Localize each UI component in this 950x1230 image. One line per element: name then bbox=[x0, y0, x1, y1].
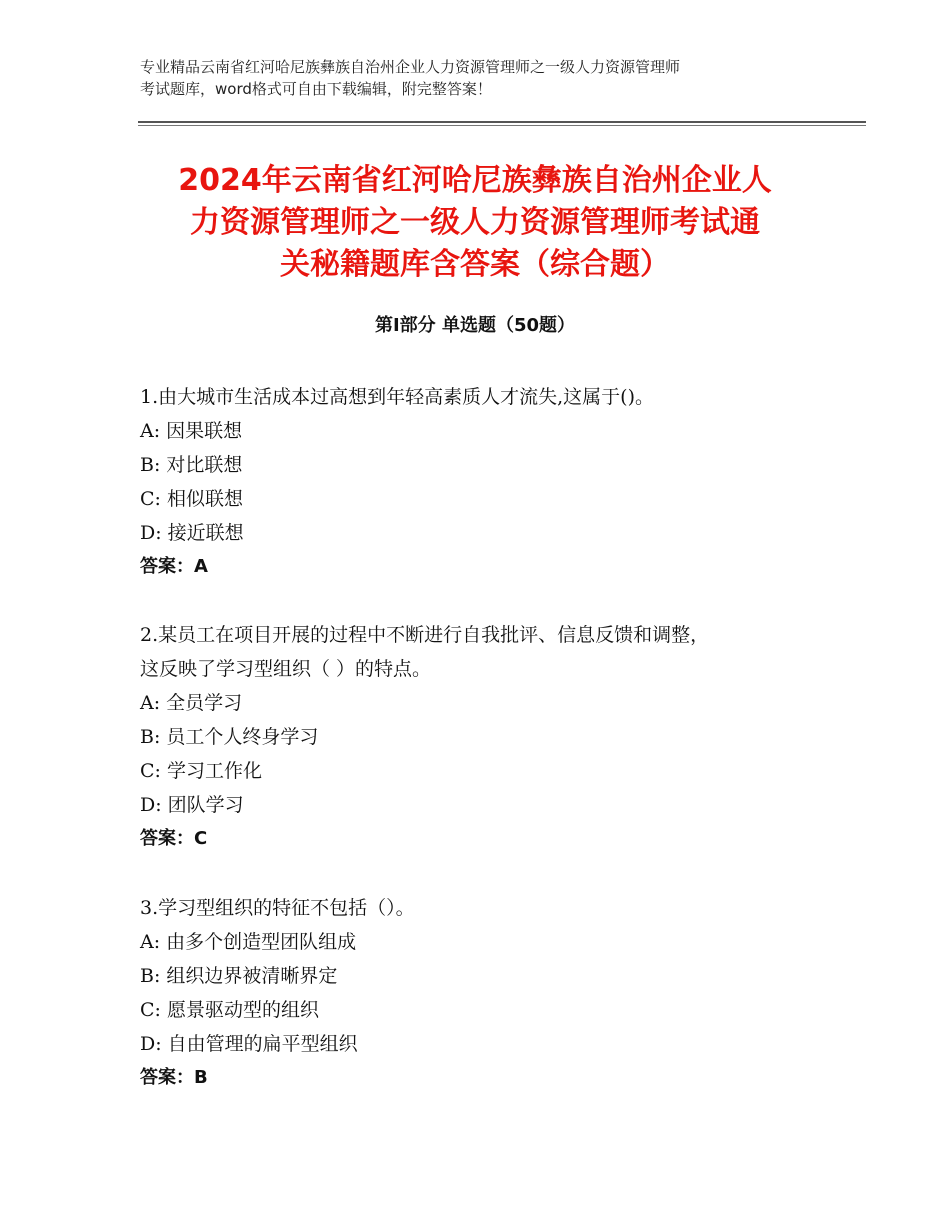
question-3-option-a: A: 由多个创造型团队组成 bbox=[140, 931, 357, 953]
question-2-stem-line-2: 这反映了学习型组织（ ）的特点。 bbox=[140, 658, 432, 680]
question-2-option-c: C: 学习工作化 bbox=[140, 760, 262, 782]
title-line-1: 2024年云南省红河哈尼族彝族自治州企业人 bbox=[178, 163, 772, 198]
question-2-answer: 答案：C bbox=[140, 828, 208, 849]
question-1-option-b: B: 对比联想 bbox=[140, 454, 243, 476]
question-3-option-c: C: 愿景驱动型的组织 bbox=[140, 999, 319, 1021]
header-divider-thick bbox=[138, 121, 866, 123]
question-3-option-d: D: 自由管理的扁平型组织 bbox=[140, 1033, 358, 1055]
header-note-line-2: 考试题库，word格式可自由下载编辑，附完整答案！ bbox=[140, 80, 492, 98]
header-note-line-1: 专业精品云南省红河哈尼族彝族自治州企业人力资源管理师之一级人力资源管理师 bbox=[140, 58, 681, 76]
question-1-option-c: C: 相似联想 bbox=[140, 488, 243, 510]
question-1-option-a: A: 因果联想 bbox=[140, 420, 243, 442]
question-3-answer: 答案：B bbox=[140, 1067, 208, 1088]
title-line-2: 力资源管理师之一级人力资源管理师考试通 bbox=[190, 205, 760, 240]
question-3-stem: 3.学习型组织的特征不包括（）。 bbox=[140, 897, 415, 919]
question-2-stem-line-1: 2.某员工在项目开展的过程中不断进行自我批评、信息反馈和调整， bbox=[140, 624, 710, 646]
header-divider-thin bbox=[138, 125, 866, 126]
document-title bbox=[110, 160, 840, 286]
section-title: 第Ⅰ部分 单选题（50题） bbox=[374, 315, 575, 336]
question-2-option-d: D: 团队学习 bbox=[140, 794, 244, 816]
question-1-answer: 答案：A bbox=[140, 556, 208, 577]
question-2-option-b: B: 员工个人终身学习 bbox=[140, 726, 319, 748]
question-2-option-a: A: 全员学习 bbox=[140, 692, 243, 714]
question-1-option-d: D: 接近联想 bbox=[140, 522, 244, 544]
question-3-option-b: B: 组织边界被清晰界定 bbox=[140, 965, 338, 987]
question-1-stem: 1.由大城市生活成本过高想到年轻高素质人才流失,这属于()。 bbox=[140, 386, 654, 408]
title-line-3: 关秘籍题库含答案（综合题） bbox=[280, 247, 670, 282]
header-note bbox=[140, 56, 820, 100]
